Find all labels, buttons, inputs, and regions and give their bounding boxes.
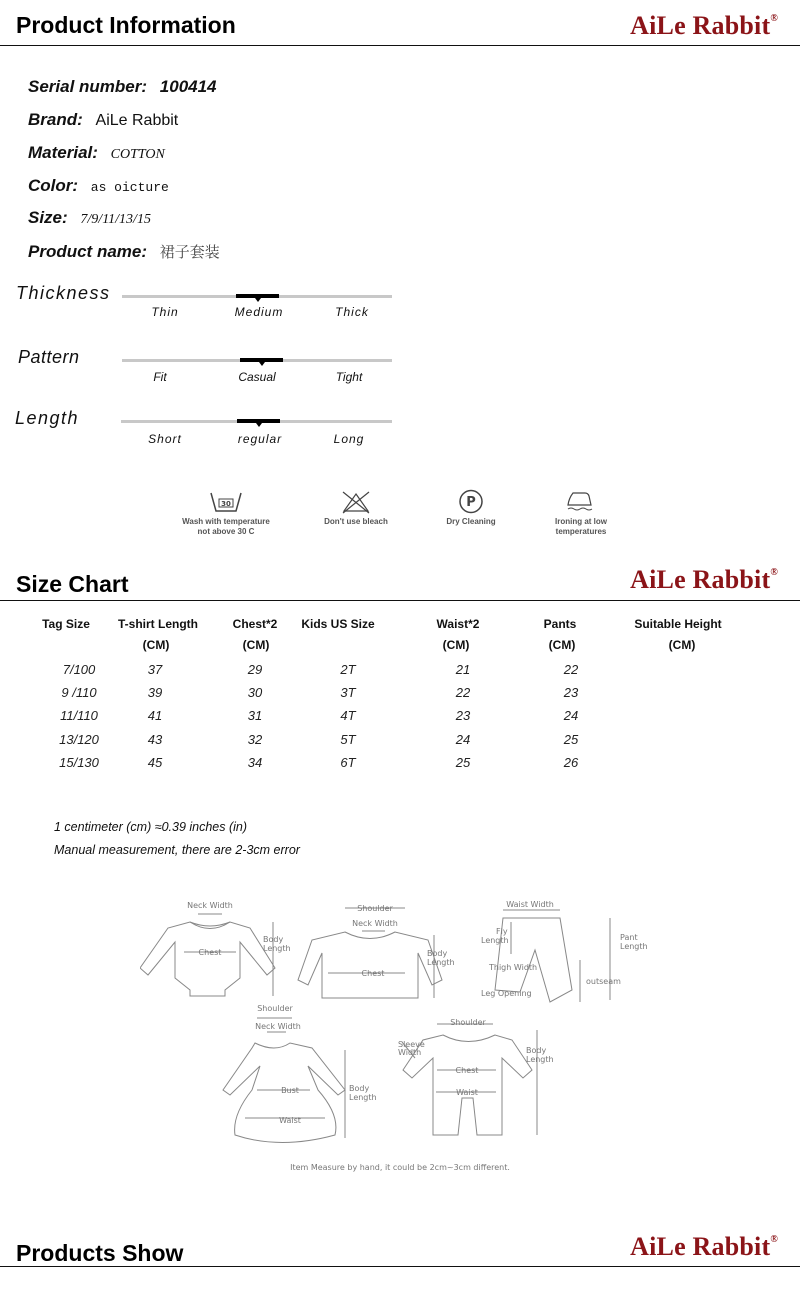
scale-marker xyxy=(236,294,279,298)
diagram-caption: Item Measure by hand, it could be 2cm~3cm different. xyxy=(290,1163,510,1172)
svg-text:Waist: Waist xyxy=(279,1116,301,1125)
iron-low-icon xyxy=(563,490,599,514)
svg-text:Pant: Pant xyxy=(620,933,638,942)
info-product-name xyxy=(28,241,220,262)
info-material xyxy=(28,143,165,163)
unit-label: (CM) xyxy=(142,638,170,652)
brand-logo: AiLe Rabbit® xyxy=(630,11,778,40)
cell: 43 xyxy=(147,732,163,747)
dry-clean-icon xyxy=(453,489,489,514)
cell: 41 xyxy=(147,708,163,723)
cell: 23 xyxy=(455,708,471,723)
scale-marker xyxy=(237,419,280,423)
scale-option: Thin xyxy=(151,305,179,319)
scale-label: Thickness xyxy=(16,283,111,303)
cell: 15/130 xyxy=(59,755,99,770)
svg-text:Chest: Chest xyxy=(198,948,222,957)
info-label: Product name: xyxy=(28,242,148,261)
cell: 45 xyxy=(147,755,163,770)
scale-label: Pattern xyxy=(18,347,80,367)
svg-text:Body: Body xyxy=(349,1084,370,1093)
cell: 13/120 xyxy=(59,732,99,747)
svg-text:Neck Width: Neck Width xyxy=(187,901,233,910)
cell: 11/110 xyxy=(60,708,98,723)
svg-text:Length: Length xyxy=(620,942,648,951)
svg-text:Chest: Chest xyxy=(455,1066,479,1075)
info-label: Brand: xyxy=(28,110,83,129)
section-title: Products Show xyxy=(16,1240,184,1266)
cell: 3T xyxy=(340,685,356,700)
products-show-header xyxy=(0,1221,800,1267)
scale-option: Fit xyxy=(153,370,167,384)
care-label: Ironing at low xyxy=(555,517,607,526)
wash-30-icon xyxy=(208,490,244,514)
size-chart-header xyxy=(0,555,800,601)
svg-text:30: 30 xyxy=(221,500,231,508)
cell: 9 /110 xyxy=(61,685,97,700)
cell: 4T xyxy=(340,708,356,723)
cell: 7/100 xyxy=(62,662,96,677)
cell: 32 xyxy=(247,732,263,747)
note-measurement: Manual measurement, there are 2-3cm error xyxy=(54,843,300,857)
brand-logo: AiLe Rabbit® xyxy=(630,1232,778,1261)
info-label: Material: xyxy=(28,143,98,162)
scale-option: Short xyxy=(148,432,182,446)
measurement-diagram xyxy=(140,890,660,1180)
care-wash xyxy=(161,490,291,537)
cell: 24 xyxy=(563,708,579,723)
cell: 30 xyxy=(247,685,263,700)
care-label: not above 30 C xyxy=(197,527,255,536)
svg-text:Leg Opening: Leg Opening xyxy=(481,989,532,998)
svg-text:Waist: Waist xyxy=(456,1088,478,1097)
svg-text:Fly: Fly xyxy=(496,927,508,936)
svg-text:Length: Length xyxy=(427,958,455,967)
svg-text:Waist Width: Waist Width xyxy=(506,900,554,909)
info-value: COTTON xyxy=(110,147,165,162)
column-header: Pants xyxy=(543,617,577,631)
scale-option-selected: Casual xyxy=(238,370,276,384)
scale-option-selected: regular xyxy=(237,432,283,446)
info-value: 裙子套装 xyxy=(159,244,220,261)
column-header: Tag Size xyxy=(42,617,90,631)
svg-text:outseam: outseam xyxy=(586,977,621,986)
column-header: Chest*2 xyxy=(232,617,278,631)
svg-text:Body: Body xyxy=(263,935,284,944)
brand-logo: AiLe Rabbit® xyxy=(630,565,778,594)
svg-text:Sleeve: Sleeve xyxy=(398,1040,425,1049)
care-label: Dry Cleaning xyxy=(446,517,496,526)
info-value: AiLe Rabbit xyxy=(95,112,179,129)
column-header: Kids US Size xyxy=(301,617,375,631)
info-color xyxy=(28,176,169,196)
note-conversion: 1 centimeter (cm) ≈0.39 inches (in) xyxy=(54,820,248,834)
svg-text:Bust: Bust xyxy=(281,1086,299,1095)
svg-text:Length: Length xyxy=(349,1093,377,1102)
care-label: temperatures xyxy=(555,527,607,536)
info-value: 7/9/11/13/15 xyxy=(80,212,151,227)
scale-marker xyxy=(240,358,283,362)
cell: 34 xyxy=(247,755,263,770)
svg-text:Width: Width xyxy=(398,1048,422,1057)
column-header: T-shirt Length xyxy=(118,617,198,631)
info-label: Size: xyxy=(28,208,68,227)
column-header: Suitable Height xyxy=(634,617,722,631)
unit-label: (CM) xyxy=(548,638,576,652)
cell: 25 xyxy=(563,732,579,747)
scale-option-selected: Medium xyxy=(234,305,284,319)
svg-text:Length: Length xyxy=(481,936,509,945)
column-header: Waist*2 xyxy=(436,617,480,631)
cell: 2T xyxy=(340,662,356,677)
cell: 23 xyxy=(563,685,579,700)
scale-option: Thick xyxy=(335,305,369,319)
svg-text:Body: Body xyxy=(427,949,448,958)
no-bleach-icon xyxy=(338,490,374,514)
cell: 22 xyxy=(563,662,579,677)
care-no-bleach xyxy=(291,490,421,527)
section-title: Product Information xyxy=(16,12,236,38)
cell: 26 xyxy=(563,755,579,770)
svg-text:P: P xyxy=(466,495,476,510)
svg-text:Shoulder: Shoulder xyxy=(257,1004,293,1013)
info-value: 100414 xyxy=(159,77,217,96)
cell: 29 xyxy=(247,662,263,677)
info-label: Serial number: xyxy=(28,77,148,96)
info-brand xyxy=(28,110,178,130)
info-value: as oicture xyxy=(90,180,169,195)
svg-text:Neck Width: Neck Width xyxy=(352,919,398,928)
cell: 31 xyxy=(247,708,263,723)
info-size xyxy=(28,208,151,228)
svg-text:Length: Length xyxy=(526,1055,554,1064)
svg-text:Thigh Width: Thigh Width xyxy=(489,963,538,972)
cell: 37 xyxy=(147,662,163,677)
cell: 5T xyxy=(340,732,356,747)
scale-label: Length xyxy=(15,408,80,428)
svg-text:Shoulder: Shoulder xyxy=(357,904,393,913)
section-title: Size Chart xyxy=(16,571,129,597)
cell: 22 xyxy=(455,685,471,700)
scale-option: Tight xyxy=(335,370,363,384)
unit-label: (CM) xyxy=(242,638,270,652)
care-iron xyxy=(516,490,646,537)
svg-text:Shoulder: Shoulder xyxy=(450,1018,486,1027)
care-label: Don't use bleach xyxy=(324,517,388,526)
cell: 24 xyxy=(455,732,471,747)
unit-label: (CM) xyxy=(442,638,470,652)
cell: 21 xyxy=(455,662,471,677)
cell: 39 xyxy=(147,685,163,700)
svg-text:Neck Width: Neck Width xyxy=(255,1022,301,1031)
info-label: Color: xyxy=(28,176,79,195)
unit-label: (CM) xyxy=(668,638,696,652)
cell: 6T xyxy=(340,755,356,770)
care-label: Wash with temperature xyxy=(182,517,270,526)
svg-text:Chest: Chest xyxy=(361,969,385,978)
svg-text:Length: Length xyxy=(263,944,291,953)
product-info-header xyxy=(0,0,800,46)
info-serial xyxy=(28,77,217,97)
cell: 25 xyxy=(455,755,471,770)
scale-option: Long xyxy=(333,432,365,446)
svg-text:Body: Body xyxy=(526,1046,547,1055)
